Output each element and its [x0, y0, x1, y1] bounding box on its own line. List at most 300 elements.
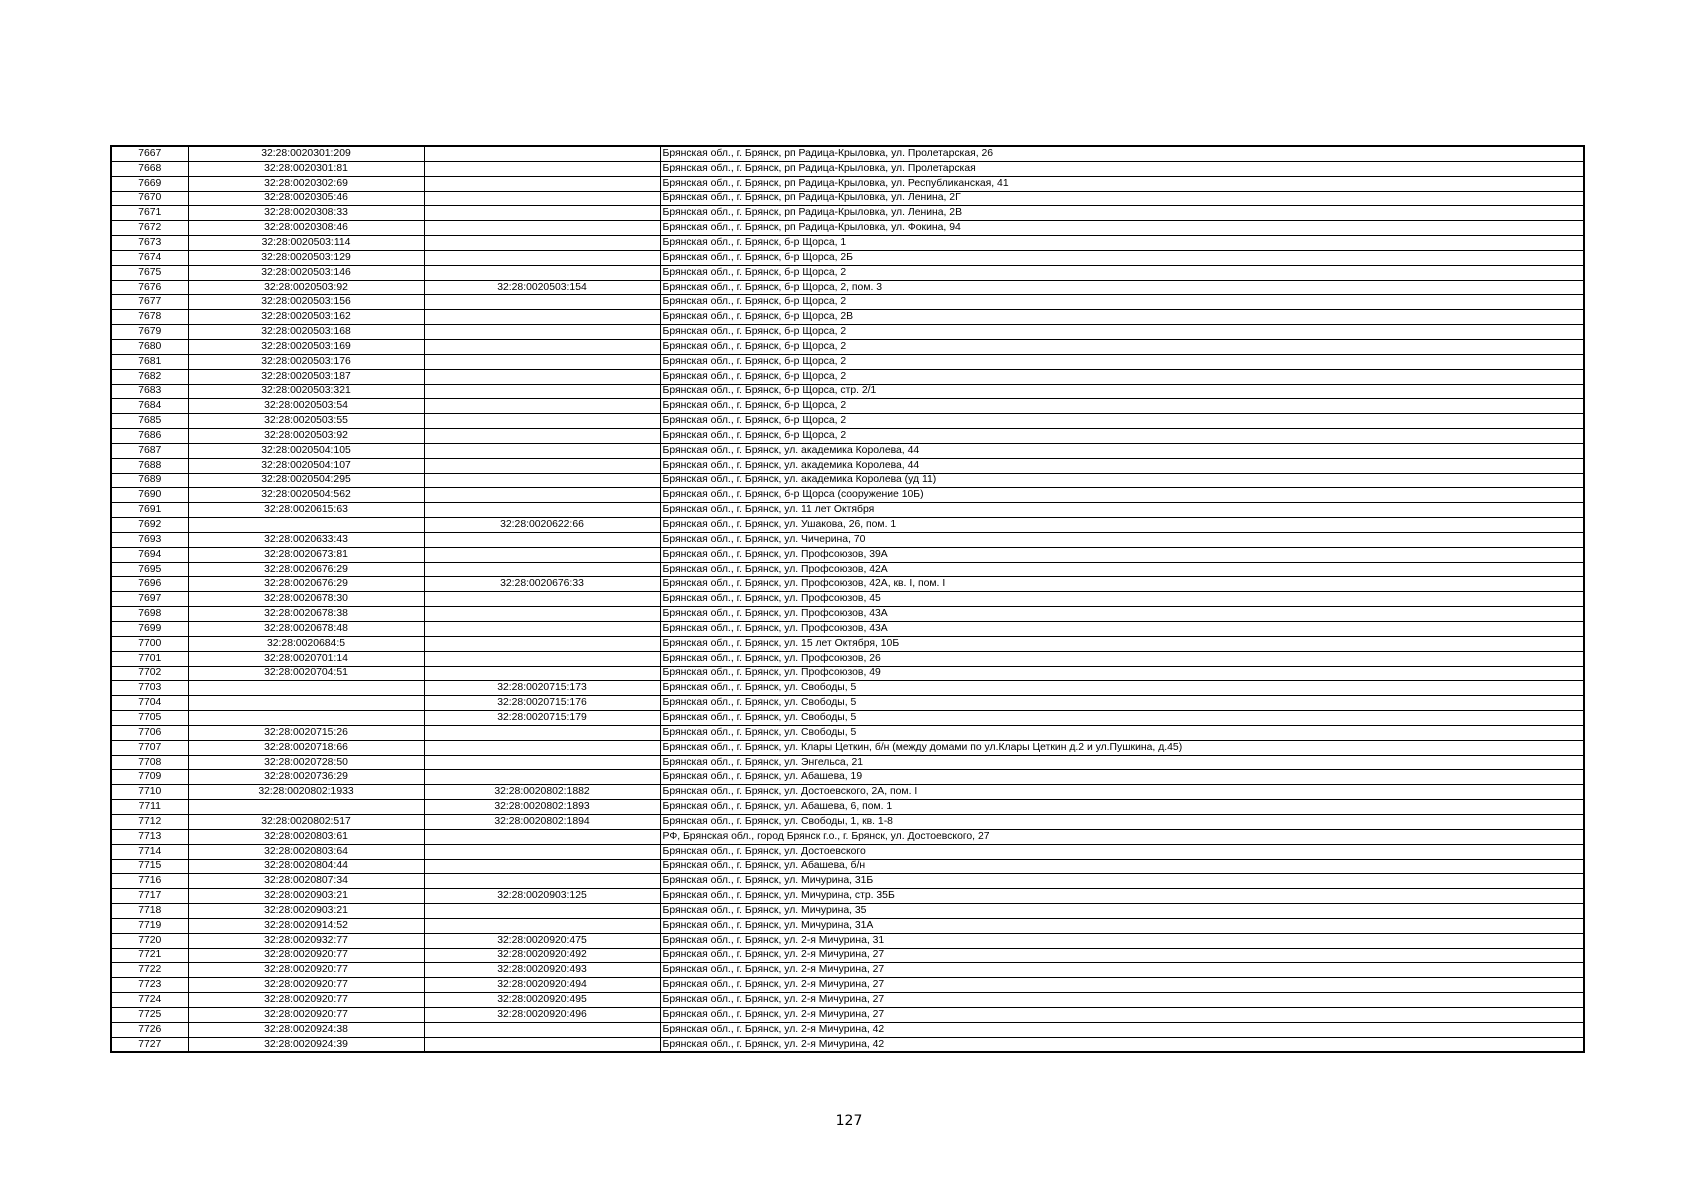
address-cell: Брянская обл., г. Брянск, б-р Щорса, 2В [660, 310, 1584, 325]
cadastral-number-cell: 32:28:0020802:517 [188, 814, 424, 829]
table-row [111, 488, 1584, 503]
row-number-cell: 7676 [111, 280, 188, 295]
row-number-cell: 7709 [111, 770, 188, 785]
address-cell: Брянская обл., г. Брянск, ул. 2-я Мичурина, 42 [660, 1037, 1584, 1052]
cadastral-number-cell: 32:28:0020503:129 [188, 250, 424, 265]
address-cell: Брянская обл., г. Брянск, ул. 2-я Мичурина, 27 [660, 948, 1584, 963]
row-number-cell: 7707 [111, 740, 188, 755]
cadastral-number-cell: 32:28:0020503:176 [188, 354, 424, 369]
related-cadastral-number-cell [424, 829, 660, 844]
cadastral-number-cell: 32:28:0020633:43 [188, 532, 424, 547]
row-number-cell: 7701 [111, 651, 188, 666]
related-cadastral-number-cell [424, 369, 660, 384]
address-cell: Брянская обл., г. Брянск, ул. Профсоюзов, 42А [660, 562, 1584, 577]
related-cadastral-number-cell [424, 1022, 660, 1037]
cadastral-number-cell: 32:28:0020503:55 [188, 414, 424, 429]
row-number-cell: 7721 [111, 948, 188, 963]
row-number-cell: 7667 [111, 146, 188, 161]
table-row [111, 325, 1584, 340]
address-cell: Брянская обл., г. Брянск, ул. Профсоюзов, 42А, кв. I, пом. I [660, 577, 1584, 592]
table-row [111, 414, 1584, 429]
row-number-cell: 7682 [111, 369, 188, 384]
row-number-cell: 7699 [111, 622, 188, 637]
cadastral-number-cell: 32:28:0020504:107 [188, 458, 424, 473]
cadastral-number-cell: 32:28:0020504:295 [188, 473, 424, 488]
address-cell: Брянская обл., г. Брянск, б-р Щорса, 2 [660, 399, 1584, 414]
cadastral-number-cell: 32:28:0020736:29 [188, 770, 424, 785]
cadastral-number-cell: 32:28:0020728:50 [188, 755, 424, 770]
table-row [111, 651, 1584, 666]
address-cell: Брянская обл., г. Брянск, ул. 2-я Мичурина, 31 [660, 933, 1584, 948]
address-cell: Брянская обл., г. Брянск, рп Радица-Крыловка, ул. Фокина, 94 [660, 221, 1584, 236]
address-cell: Брянская обл., г. Брянск, ул. 2-я Мичурина, 27 [660, 1007, 1584, 1022]
row-number-cell: 7684 [111, 399, 188, 414]
table-row [111, 859, 1584, 874]
cadastral-number-cell: 32:28:0020302:69 [188, 176, 424, 191]
address-cell: Брянская обл., г. Брянск, б-р Щорса, 2 [660, 414, 1584, 429]
table-row [111, 696, 1584, 711]
row-number-cell: 7724 [111, 993, 188, 1008]
row-number-cell: 7710 [111, 785, 188, 800]
row-number-cell: 7705 [111, 711, 188, 726]
cadastral-number-cell: 32:28:0020704:51 [188, 666, 424, 681]
address-cell: Брянская обл., г. Брянск, ул. Профсоюзов, 49 [660, 666, 1584, 681]
row-number-cell: 7726 [111, 1022, 188, 1037]
related-cadastral-number-cell: 32:28:0020802:1894 [424, 814, 660, 829]
cadastral-number-cell: 32:28:0020308:33 [188, 206, 424, 221]
address-cell: Брянская обл., г. Брянск, б-р Щорса, 2 [660, 295, 1584, 310]
related-cadastral-number-cell: 32:28:0020903:125 [424, 889, 660, 904]
row-number-cell: 7678 [111, 310, 188, 325]
address-cell: Брянская обл., г. Брянск, ул. Чичерина, 70 [660, 532, 1584, 547]
cadastral-number-cell: 32:28:0020678:38 [188, 607, 424, 622]
cadastral-number-cell: 32:28:0020503:187 [188, 369, 424, 384]
table-row [111, 206, 1584, 221]
related-cadastral-number-cell [424, 473, 660, 488]
related-cadastral-number-cell: 32:28:0020622:66 [424, 518, 660, 533]
address-cell: Брянская обл., г. Брянск, ул. Энгельса, 21 [660, 755, 1584, 770]
address-cell: Брянская обл., г. Брянск, ул. 11 лет Октября [660, 503, 1584, 518]
address-cell: Брянская обл., г. Брянск, ул. Клары Цеткин, б/н (между домами по ул.Клары Цеткин д.2 и ул.Пушкина, д.45) [660, 740, 1584, 755]
row-number-cell: 7674 [111, 250, 188, 265]
cadastral-number-cell: 32:28:0020503:168 [188, 325, 424, 340]
cadastral-number-cell: 32:28:0020615:63 [188, 503, 424, 518]
address-cell: Брянская обл., г. Брянск, ул. Абашева, 6, пом. 1 [660, 800, 1584, 815]
table-row [111, 814, 1584, 829]
address-cell: Брянская обл., г. Брянск, ул. 15 лет Октября, 10Б [660, 636, 1584, 651]
table-row [111, 978, 1584, 993]
cadastral-number-cell: 32:28:0020924:39 [188, 1037, 424, 1052]
cadastral-number-cell: 32:28:0020807:34 [188, 874, 424, 889]
address-cell: Брянская обл., г. Брянск, б-р Щорса, 2, пом. 3 [660, 280, 1584, 295]
registry-table-body [111, 146, 1584, 1052]
row-number-cell: 7694 [111, 547, 188, 562]
address-cell: Брянская обл., г. Брянск, ул. Мичурина, 31А [660, 918, 1584, 933]
table-row [111, 236, 1584, 251]
related-cadastral-number-cell [424, 844, 660, 859]
row-number-cell: 7714 [111, 844, 188, 859]
cadastral-number-cell: 32:28:0020914:52 [188, 918, 424, 933]
related-cadastral-number-cell [424, 859, 660, 874]
table-row [111, 161, 1584, 176]
address-cell: РФ, Брянская обл., город Брянск г.о., г. Брянск, ул. Достоевского, 27 [660, 829, 1584, 844]
row-number-cell: 7670 [111, 191, 188, 206]
related-cadastral-number-cell [424, 622, 660, 637]
cadastral-number-cell [188, 518, 424, 533]
row-number-cell: 7673 [111, 236, 188, 251]
address-cell: Брянская обл., г. Брянск, рп Радица-Крыловка, ул. Ленина, 2В [660, 206, 1584, 221]
related-cadastral-number-cell [424, 250, 660, 265]
address-cell: Брянская обл., г. Брянск, ул. Профсоюзов, 43А [660, 607, 1584, 622]
row-number-cell: 7690 [111, 488, 188, 503]
row-number-cell: 7672 [111, 221, 188, 236]
cadastral-number-cell: 32:28:0020802:1933 [188, 785, 424, 800]
related-cadastral-number-cell: 32:28:0020920:493 [424, 963, 660, 978]
address-cell: Брянская обл., г. Брянск, ул. Профсоюзов, 45 [660, 592, 1584, 607]
address-cell: Брянская обл., г. Брянск, ул. Свободы, 1, кв. 1-8 [660, 814, 1584, 829]
cadastral-number-cell: 32:28:0020673:81 [188, 547, 424, 562]
related-cadastral-number-cell [424, 429, 660, 444]
address-cell: Брянская обл., г. Брянск, ул. Абашева, б/н [660, 859, 1584, 874]
address-cell: Брянская обл., г. Брянск, ул. Свободы, 5 [660, 725, 1584, 740]
cadastral-number-cell: 32:28:0020903:21 [188, 904, 424, 919]
row-number-cell: 7720 [111, 933, 188, 948]
address-cell: Брянская обл., г. Брянск, рп Радица-Крыловка, ул. Пролетарская [660, 161, 1584, 176]
related-cadastral-number-cell [424, 918, 660, 933]
table-row [111, 384, 1584, 399]
cadastral-number-cell: 32:28:0020678:48 [188, 622, 424, 637]
row-number-cell: 7718 [111, 904, 188, 919]
row-number-cell: 7692 [111, 518, 188, 533]
row-number-cell: 7716 [111, 874, 188, 889]
table-row [111, 874, 1584, 889]
table-row [111, 339, 1584, 354]
related-cadastral-number-cell [424, 904, 660, 919]
table-row [111, 963, 1584, 978]
related-cadastral-number-cell [424, 443, 660, 458]
table-row [111, 503, 1584, 518]
row-number-cell: 7669 [111, 176, 188, 191]
table-row [111, 191, 1584, 206]
table-row [111, 770, 1584, 785]
address-cell: Брянская обл., г. Брянск, ул. Свободы, 5 [660, 681, 1584, 696]
related-cadastral-number-cell [424, 146, 660, 161]
related-cadastral-number-cell [424, 236, 660, 251]
row-number-cell: 7702 [111, 666, 188, 681]
cadastral-number-cell: 32:28:0020301:209 [188, 146, 424, 161]
row-number-cell: 7697 [111, 592, 188, 607]
row-number-cell: 7683 [111, 384, 188, 399]
address-cell: Брянская обл., г. Брянск, б-р Щорса (сооружение 10Б) [660, 488, 1584, 503]
address-cell: Брянская обл., г. Брянск, ул. Мичурина, стр. 35Б [660, 889, 1584, 904]
table-row [111, 592, 1584, 607]
cadastral-number-cell: 32:28:0020920:77 [188, 1007, 424, 1022]
table-row [111, 577, 1584, 592]
table-row [111, 265, 1584, 280]
address-cell: Брянская обл., г. Брянск, б-р Щорса, 2 [660, 325, 1584, 340]
row-number-cell: 7708 [111, 755, 188, 770]
table-row [111, 1037, 1584, 1052]
related-cadastral-number-cell: 32:28:0020676:33 [424, 577, 660, 592]
address-cell: Брянская обл., г. Брянск, б-р Щорса, 2 [660, 369, 1584, 384]
address-cell: Брянская обл., г. Брянск, б-р Щорса, 2 [660, 265, 1584, 280]
table-row [111, 755, 1584, 770]
related-cadastral-number-cell: 32:28:0020802:1893 [424, 800, 660, 815]
related-cadastral-number-cell [424, 384, 660, 399]
related-cadastral-number-cell [424, 310, 660, 325]
row-number-cell: 7668 [111, 161, 188, 176]
row-number-cell: 7715 [111, 859, 188, 874]
cadastral-number-cell: 32:28:0020503:146 [188, 265, 424, 280]
page-number: 127 [835, 1113, 863, 1129]
table-row [111, 176, 1584, 191]
related-cadastral-number-cell [424, 191, 660, 206]
row-number-cell: 7700 [111, 636, 188, 651]
address-cell: Брянская обл., г. Брянск, ул. Свободы, 5 [660, 696, 1584, 711]
related-cadastral-number-cell: 32:28:0020920:494 [424, 978, 660, 993]
cadastral-number-cell: 32:28:0020684:5 [188, 636, 424, 651]
related-cadastral-number-cell [424, 325, 660, 340]
table-row [111, 785, 1584, 800]
row-number-cell: 7681 [111, 354, 188, 369]
address-cell: Брянская обл., г. Брянск, ул. Профсоюзов, 26 [660, 651, 1584, 666]
table-row [111, 844, 1584, 859]
related-cadastral-number-cell: 32:28:0020503:154 [424, 280, 660, 295]
related-cadastral-number-cell [424, 339, 660, 354]
registry-table [110, 145, 1585, 1053]
related-cadastral-number-cell: 32:28:0020920:492 [424, 948, 660, 963]
address-cell: Брянская обл., г. Брянск, ул. Достоевского, 2А, пом. I [660, 785, 1584, 800]
table-row [111, 711, 1584, 726]
cadastral-number-cell: 32:28:0020503:92 [188, 280, 424, 295]
cadastral-number-cell: 32:28:0020920:77 [188, 993, 424, 1008]
table-row [111, 443, 1584, 458]
related-cadastral-number-cell [424, 770, 660, 785]
cadastral-number-cell: 32:28:0020678:30 [188, 592, 424, 607]
cadastral-number-cell: 32:28:0020803:61 [188, 829, 424, 844]
related-cadastral-number-cell [424, 725, 660, 740]
cadastral-number-cell: 32:28:0020676:29 [188, 562, 424, 577]
related-cadastral-number-cell [424, 651, 660, 666]
row-number-cell: 7719 [111, 918, 188, 933]
related-cadastral-number-cell: 32:28:0020715:173 [424, 681, 660, 696]
row-number-cell: 7696 [111, 577, 188, 592]
address-cell: Брянская обл., г. Брянск, ул. 2-я Мичурина, 27 [660, 993, 1584, 1008]
cadastral-number-cell: 32:28:0020920:77 [188, 948, 424, 963]
related-cadastral-number-cell: 32:28:0020920:496 [424, 1007, 660, 1022]
table-row [111, 399, 1584, 414]
cadastral-number-cell: 32:28:0020504:105 [188, 443, 424, 458]
row-number-cell: 7727 [111, 1037, 188, 1052]
cadastral-number-cell: 32:28:0020503:54 [188, 399, 424, 414]
table-row [111, 800, 1584, 815]
cadastral-number-cell: 32:28:0020503:169 [188, 339, 424, 354]
table-row [111, 740, 1584, 755]
cadastral-number-cell: 32:28:0020924:38 [188, 1022, 424, 1037]
row-number-cell: 7679 [111, 325, 188, 340]
address-cell: Брянская обл., г. Брянск, б-р Щорса, 2 [660, 339, 1584, 354]
cadastral-number-cell: 32:28:0020301:81 [188, 161, 424, 176]
cadastral-number-cell: 32:28:0020932:77 [188, 933, 424, 948]
cadastral-number-cell: 32:28:0020701:14 [188, 651, 424, 666]
related-cadastral-number-cell [424, 488, 660, 503]
related-cadastral-number-cell [424, 503, 660, 518]
table-row [111, 904, 1584, 919]
row-number-cell: 7713 [111, 829, 188, 844]
table-row [111, 518, 1584, 533]
cadastral-number-cell: 32:28:0020503:92 [188, 429, 424, 444]
cadastral-number-cell: 32:28:0020803:64 [188, 844, 424, 859]
related-cadastral-number-cell [424, 414, 660, 429]
address-cell: Брянская обл., г. Брянск, б-р Щорса, 2 [660, 429, 1584, 444]
row-number-cell: 7703 [111, 681, 188, 696]
table-row [111, 681, 1584, 696]
related-cadastral-number-cell [424, 176, 660, 191]
table-row [111, 250, 1584, 265]
related-cadastral-number-cell [424, 1037, 660, 1052]
cadastral-number-cell: 32:28:0020903:21 [188, 889, 424, 904]
cadastral-number-cell [188, 800, 424, 815]
related-cadastral-number-cell [424, 547, 660, 562]
cadastral-number-cell: 32:28:0020718:66 [188, 740, 424, 755]
address-cell: Брянская обл., г. Брянск, б-р Щорса, 1 [660, 236, 1584, 251]
address-cell: Брянская обл., г. Брянск, ул. академика Королева (уд 11) [660, 473, 1584, 488]
table-row [111, 547, 1584, 562]
cadastral-number-cell [188, 696, 424, 711]
row-number-cell: 7704 [111, 696, 188, 711]
address-cell: Брянская обл., г. Брянск, ул. 2-я Мичурина, 27 [660, 978, 1584, 993]
address-cell: Брянская обл., г. Брянск, б-р Щорса, 2Б [660, 250, 1584, 265]
related-cadastral-number-cell [424, 458, 660, 473]
related-cadastral-number-cell [424, 607, 660, 622]
address-cell: Брянская обл., г. Брянск, ул. Профсоюзов, 43А [660, 622, 1584, 637]
related-cadastral-number-cell [424, 399, 660, 414]
related-cadastral-number-cell [424, 666, 660, 681]
row-number-cell: 7677 [111, 295, 188, 310]
row-number-cell: 7725 [111, 1007, 188, 1022]
cadastral-number-cell: 32:28:0020676:29 [188, 577, 424, 592]
related-cadastral-number-cell [424, 295, 660, 310]
table-row [111, 607, 1584, 622]
cadastral-number-cell: 32:28:0020503:114 [188, 236, 424, 251]
table-row [111, 532, 1584, 547]
related-cadastral-number-cell [424, 562, 660, 577]
table-row [111, 725, 1584, 740]
table-row [111, 458, 1584, 473]
related-cadastral-number-cell: 32:28:0020802:1882 [424, 785, 660, 800]
table-row [111, 562, 1584, 577]
address-cell: Брянская обл., г. Брянск, б-р Щорса, стр. 2/1 [660, 384, 1584, 399]
related-cadastral-number-cell [424, 636, 660, 651]
row-number-cell: 7722 [111, 963, 188, 978]
table-row [111, 473, 1584, 488]
cadastral-number-cell: 32:28:0020804:44 [188, 859, 424, 874]
address-cell: Брянская обл., г. Брянск, ул. академика Королева, 44 [660, 443, 1584, 458]
row-number-cell: 7693 [111, 532, 188, 547]
related-cadastral-number-cell [424, 265, 660, 280]
related-cadastral-number-cell [424, 532, 660, 547]
related-cadastral-number-cell [424, 161, 660, 176]
address-cell: Брянская обл., г. Брянск, ул. Мичурина, 31Б [660, 874, 1584, 889]
cadastral-number-cell: 32:28:0020920:77 [188, 963, 424, 978]
row-number-cell: 7688 [111, 458, 188, 473]
related-cadastral-number-cell [424, 755, 660, 770]
address-cell: Брянская обл., г. Брянск, рп Радица-Крыловка, ул. Пролетарская, 26 [660, 146, 1584, 161]
row-number-cell: 7698 [111, 607, 188, 622]
cadastral-number-cell: 32:28:0020715:26 [188, 725, 424, 740]
row-number-cell: 7686 [111, 429, 188, 444]
table-row [111, 369, 1584, 384]
row-number-cell: 7685 [111, 414, 188, 429]
row-number-cell: 7706 [111, 725, 188, 740]
related-cadastral-number-cell [424, 874, 660, 889]
cadastral-number-cell: 32:28:0020504:562 [188, 488, 424, 503]
address-cell: Брянская обл., г. Брянск, ул. Ушакова, 26, пом. 1 [660, 518, 1584, 533]
table-row [111, 993, 1584, 1008]
row-number-cell: 7691 [111, 503, 188, 518]
row-number-cell: 7711 [111, 800, 188, 815]
row-number-cell: 7675 [111, 265, 188, 280]
table-row [111, 146, 1584, 161]
table-row [111, 666, 1584, 681]
table-row [111, 295, 1584, 310]
address-cell: Брянская обл., г. Брянск, ул. Достоевского [660, 844, 1584, 859]
address-cell: Брянская обл., г. Брянск, рп Радица-Крыловка, ул. Ленина, 2Г [660, 191, 1584, 206]
related-cadastral-number-cell [424, 740, 660, 755]
cadastral-number-cell: 32:28:0020503:321 [188, 384, 424, 399]
related-cadastral-number-cell [424, 354, 660, 369]
related-cadastral-number-cell: 32:28:0020715:176 [424, 696, 660, 711]
address-cell: Брянская обл., г. Брянск, ул. Мичурина, 35 [660, 904, 1584, 919]
cadastral-number-cell: 32:28:0020920:77 [188, 978, 424, 993]
table-row [111, 918, 1584, 933]
table-row [111, 948, 1584, 963]
address-cell: Брянская обл., г. Брянск, рп Радица-Крыловка, ул. Республиканская, 41 [660, 176, 1584, 191]
cadastral-number-cell: 32:28:0020503:156 [188, 295, 424, 310]
related-cadastral-number-cell [424, 592, 660, 607]
row-number-cell: 7680 [111, 339, 188, 354]
table-row [111, 310, 1584, 325]
table-row [111, 829, 1584, 844]
cadastral-number-cell: 32:28:0020308:46 [188, 221, 424, 236]
table-row [111, 636, 1584, 651]
table-row [111, 354, 1584, 369]
cadastral-number-cell: 32:28:0020305:46 [188, 191, 424, 206]
table-row [111, 429, 1584, 444]
row-number-cell: 7723 [111, 978, 188, 993]
related-cadastral-number-cell: 32:28:0020715:179 [424, 711, 660, 726]
cadastral-number-cell [188, 681, 424, 696]
row-number-cell: 7671 [111, 206, 188, 221]
table-row [111, 622, 1584, 637]
related-cadastral-number-cell [424, 221, 660, 236]
row-number-cell: 7717 [111, 889, 188, 904]
table-row [111, 933, 1584, 948]
table-row [111, 889, 1584, 904]
row-number-cell: 7695 [111, 562, 188, 577]
address-cell: Брянская обл., г. Брянск, ул. Абашева, 19 [660, 770, 1584, 785]
address-cell: Брянская обл., г. Брянск, ул. Свободы, 5 [660, 711, 1584, 726]
address-cell: Брянская обл., г. Брянск, ул. 2-я Мичурина, 42 [660, 1022, 1584, 1037]
row-number-cell: 7712 [111, 814, 188, 829]
row-number-cell: 7687 [111, 443, 188, 458]
table-row [111, 280, 1584, 295]
related-cadastral-number-cell: 32:28:0020920:475 [424, 933, 660, 948]
table-row [111, 221, 1584, 236]
address-cell: Брянская обл., г. Брянск, ул. Профсоюзов, 39А [660, 547, 1584, 562]
table-row [111, 1022, 1584, 1037]
address-cell: Брянская обл., г. Брянск, б-р Щорса, 2 [660, 354, 1584, 369]
